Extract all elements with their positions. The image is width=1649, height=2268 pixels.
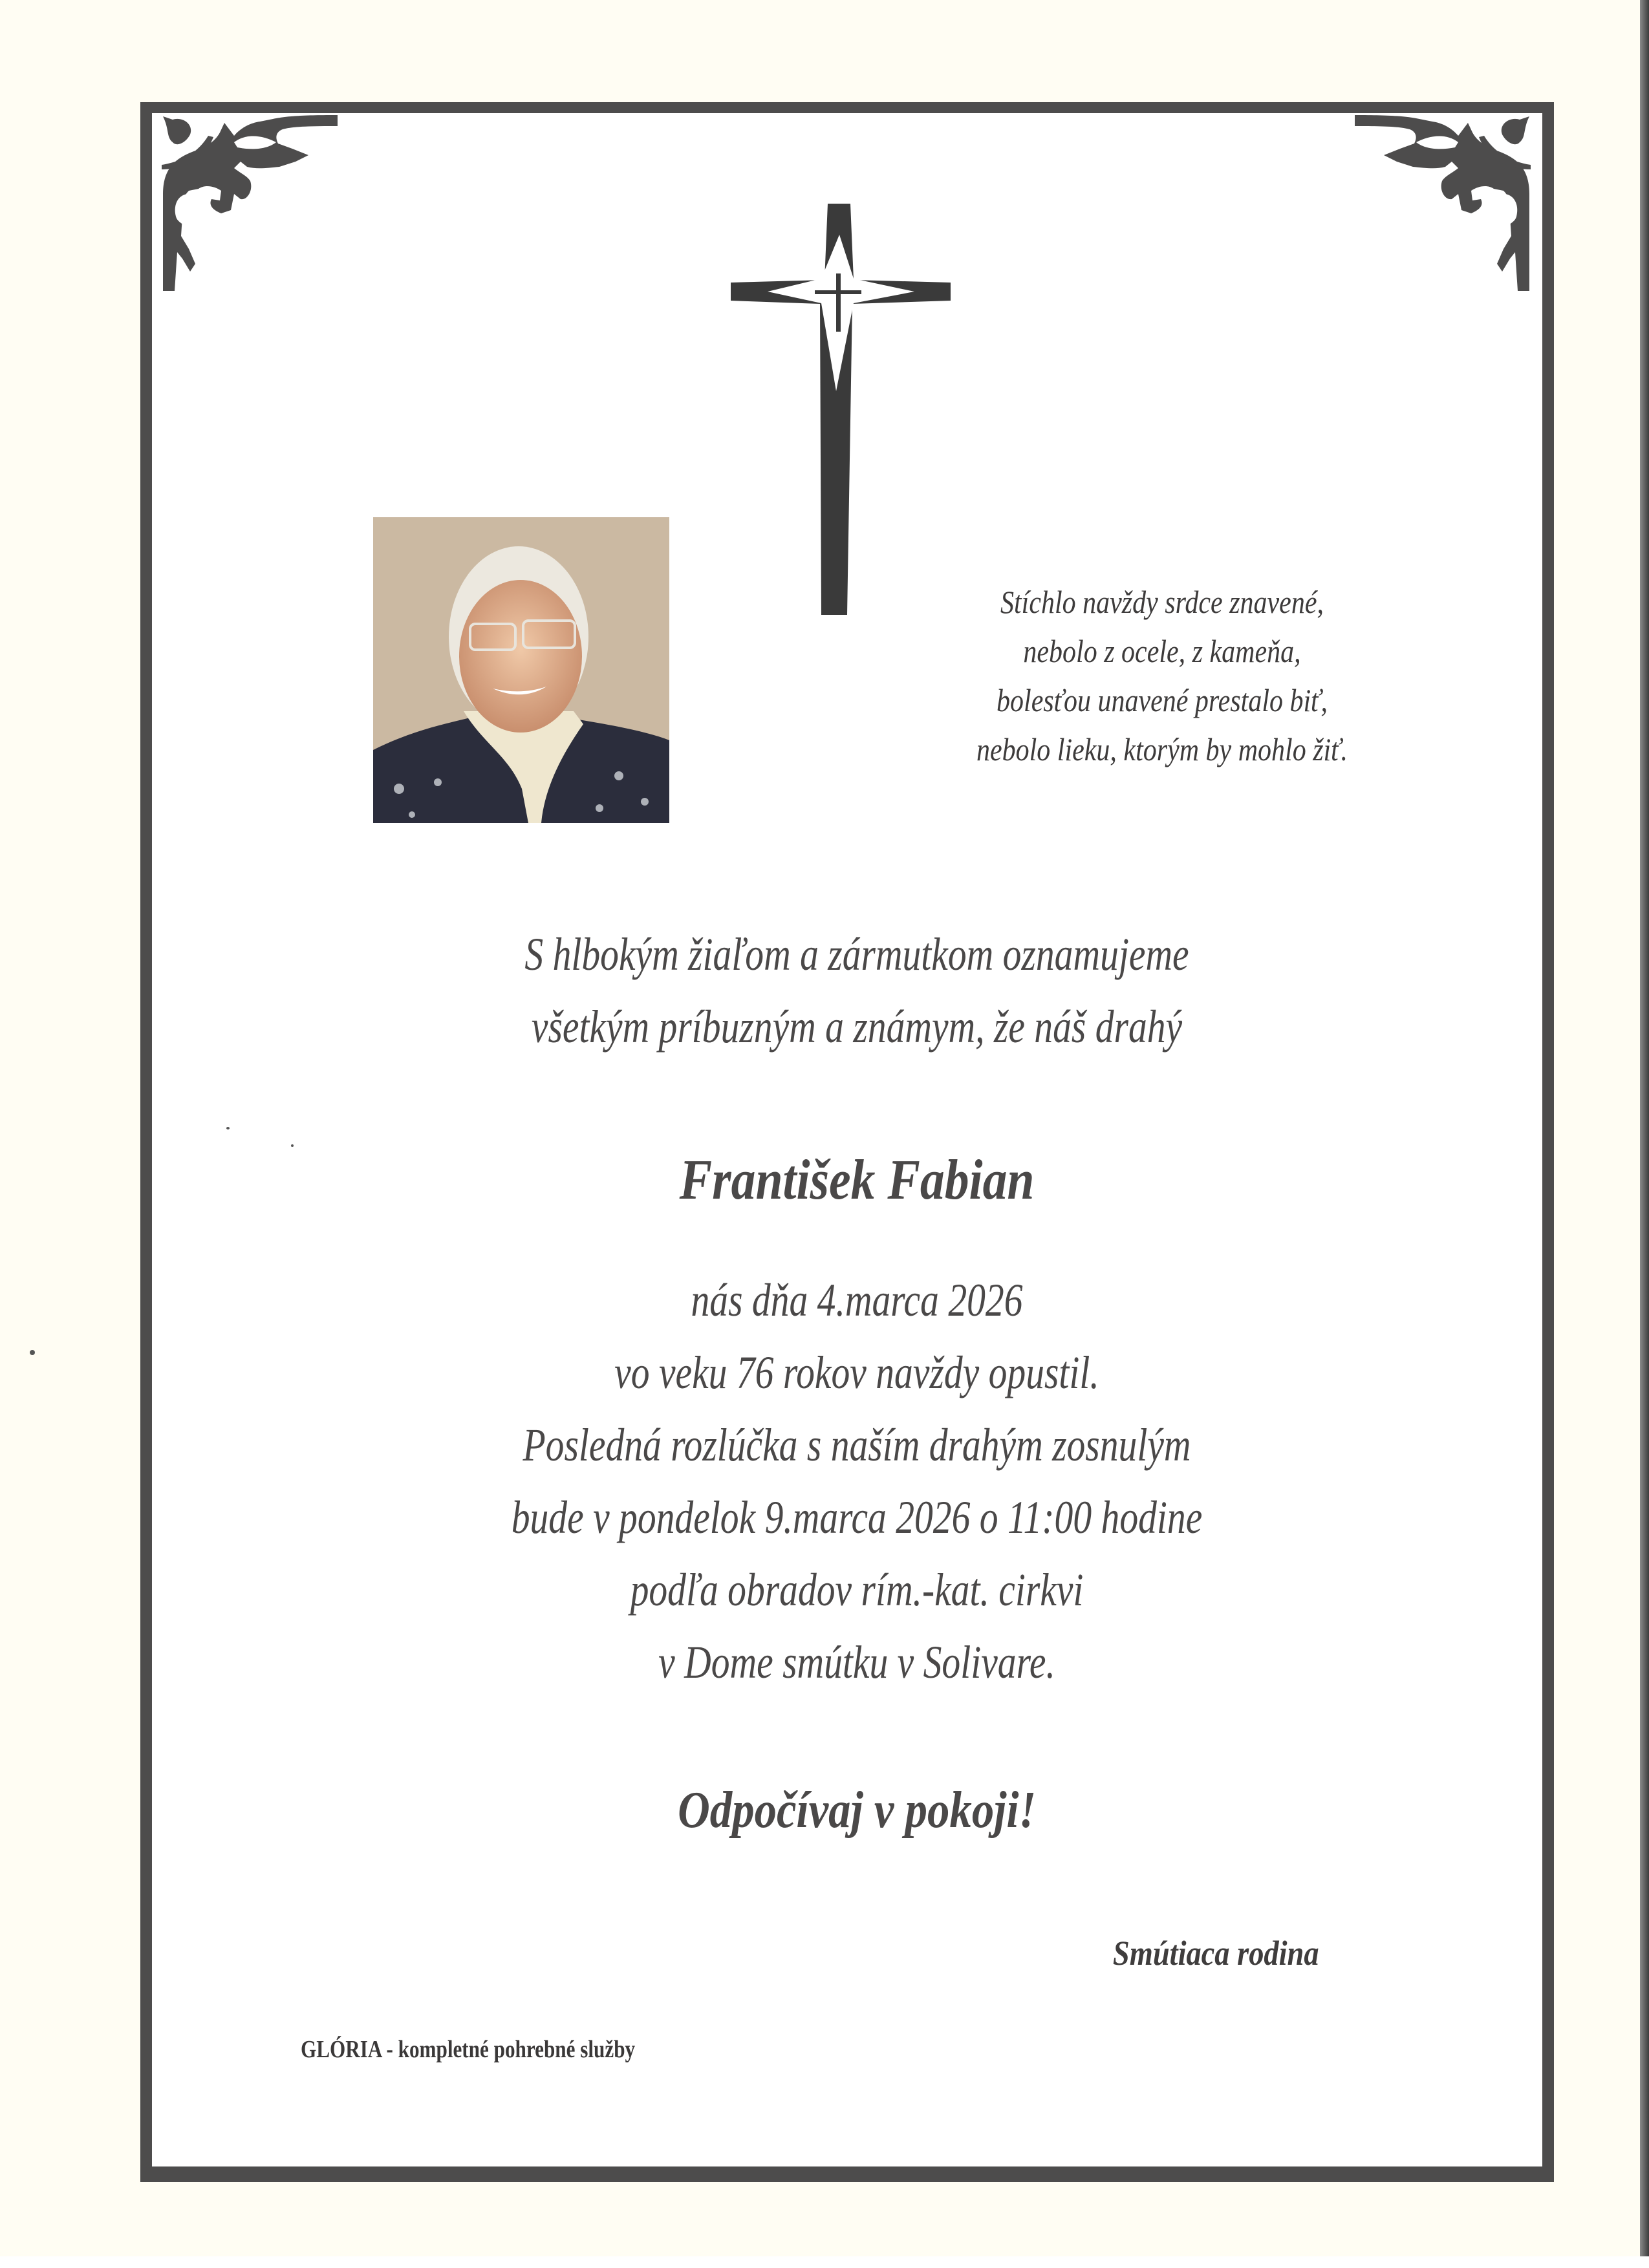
detail-line: bude v pondelok 9.marca 2026 o 11:00 hodine	[511, 1492, 1203, 1543]
scan-paper-edge	[1640, 0, 1649, 2256]
scan-speck	[30, 1350, 35, 1355]
detail-line: v Dome smútku v Solivare.	[658, 1636, 1055, 1688]
verse-line: nebolo z ocele, z kameňa,	[1023, 633, 1301, 669]
detail-line: Posledná rozlúčka s naším drahým zosnulým	[523, 1419, 1191, 1471]
verse-line: bolesťou unavené prestalo biť,	[997, 682, 1328, 718]
scan-speck	[226, 1127, 230, 1129]
portrait-illustration	[373, 517, 669, 823]
announcement-intro	[178, 918, 1536, 1063]
deceased-name	[178, 1148, 1536, 1213]
corner-ornament-icon	[1355, 97, 1549, 291]
intro-line: S hlbokým žiaľom a zármutkom oznamujeme	[524, 928, 1189, 980]
scan-speck	[291, 1144, 294, 1147]
detail-line: podľa obradov rím.-kat. cirkvi	[630, 1564, 1084, 1616]
farewell-text: Odpočívaj v pokoji!	[677, 1782, 1037, 1839]
verse-line: Stíchlo navždy srdce znavené,	[1000, 584, 1324, 620]
intro-line: všetkým príbuzným a známym, že náš drahý	[531, 1001, 1183, 1053]
funeral-service-credit	[301, 2035, 709, 2064]
detail-line: nás dňa 4.marca 2026	[691, 1274, 1023, 1326]
cross-icon	[731, 204, 951, 615]
farewell-line	[178, 1781, 1536, 1840]
family-signature	[957, 1933, 1319, 1973]
deceased-name-text: František Fabian	[679, 1149, 1035, 1212]
memorial-verse	[839, 577, 1485, 774]
verse-line: nebolo lieku, ktorým by mohlo žiť.	[976, 731, 1348, 767]
scan-bottom-margin	[0, 2256, 1649, 2268]
signature-text: Smútiaca rodina	[1113, 1934, 1319, 1973]
corner-ornament-icon	[144, 97, 338, 291]
portrait-photo	[373, 517, 669, 823]
detail-line: vo veku 76 rokov navždy opustil.	[614, 1347, 1099, 1398]
company-text: GLÓRIA - kompletné pohrebné služby	[301, 2036, 636, 2063]
funeral-details	[178, 1264, 1536, 1698]
